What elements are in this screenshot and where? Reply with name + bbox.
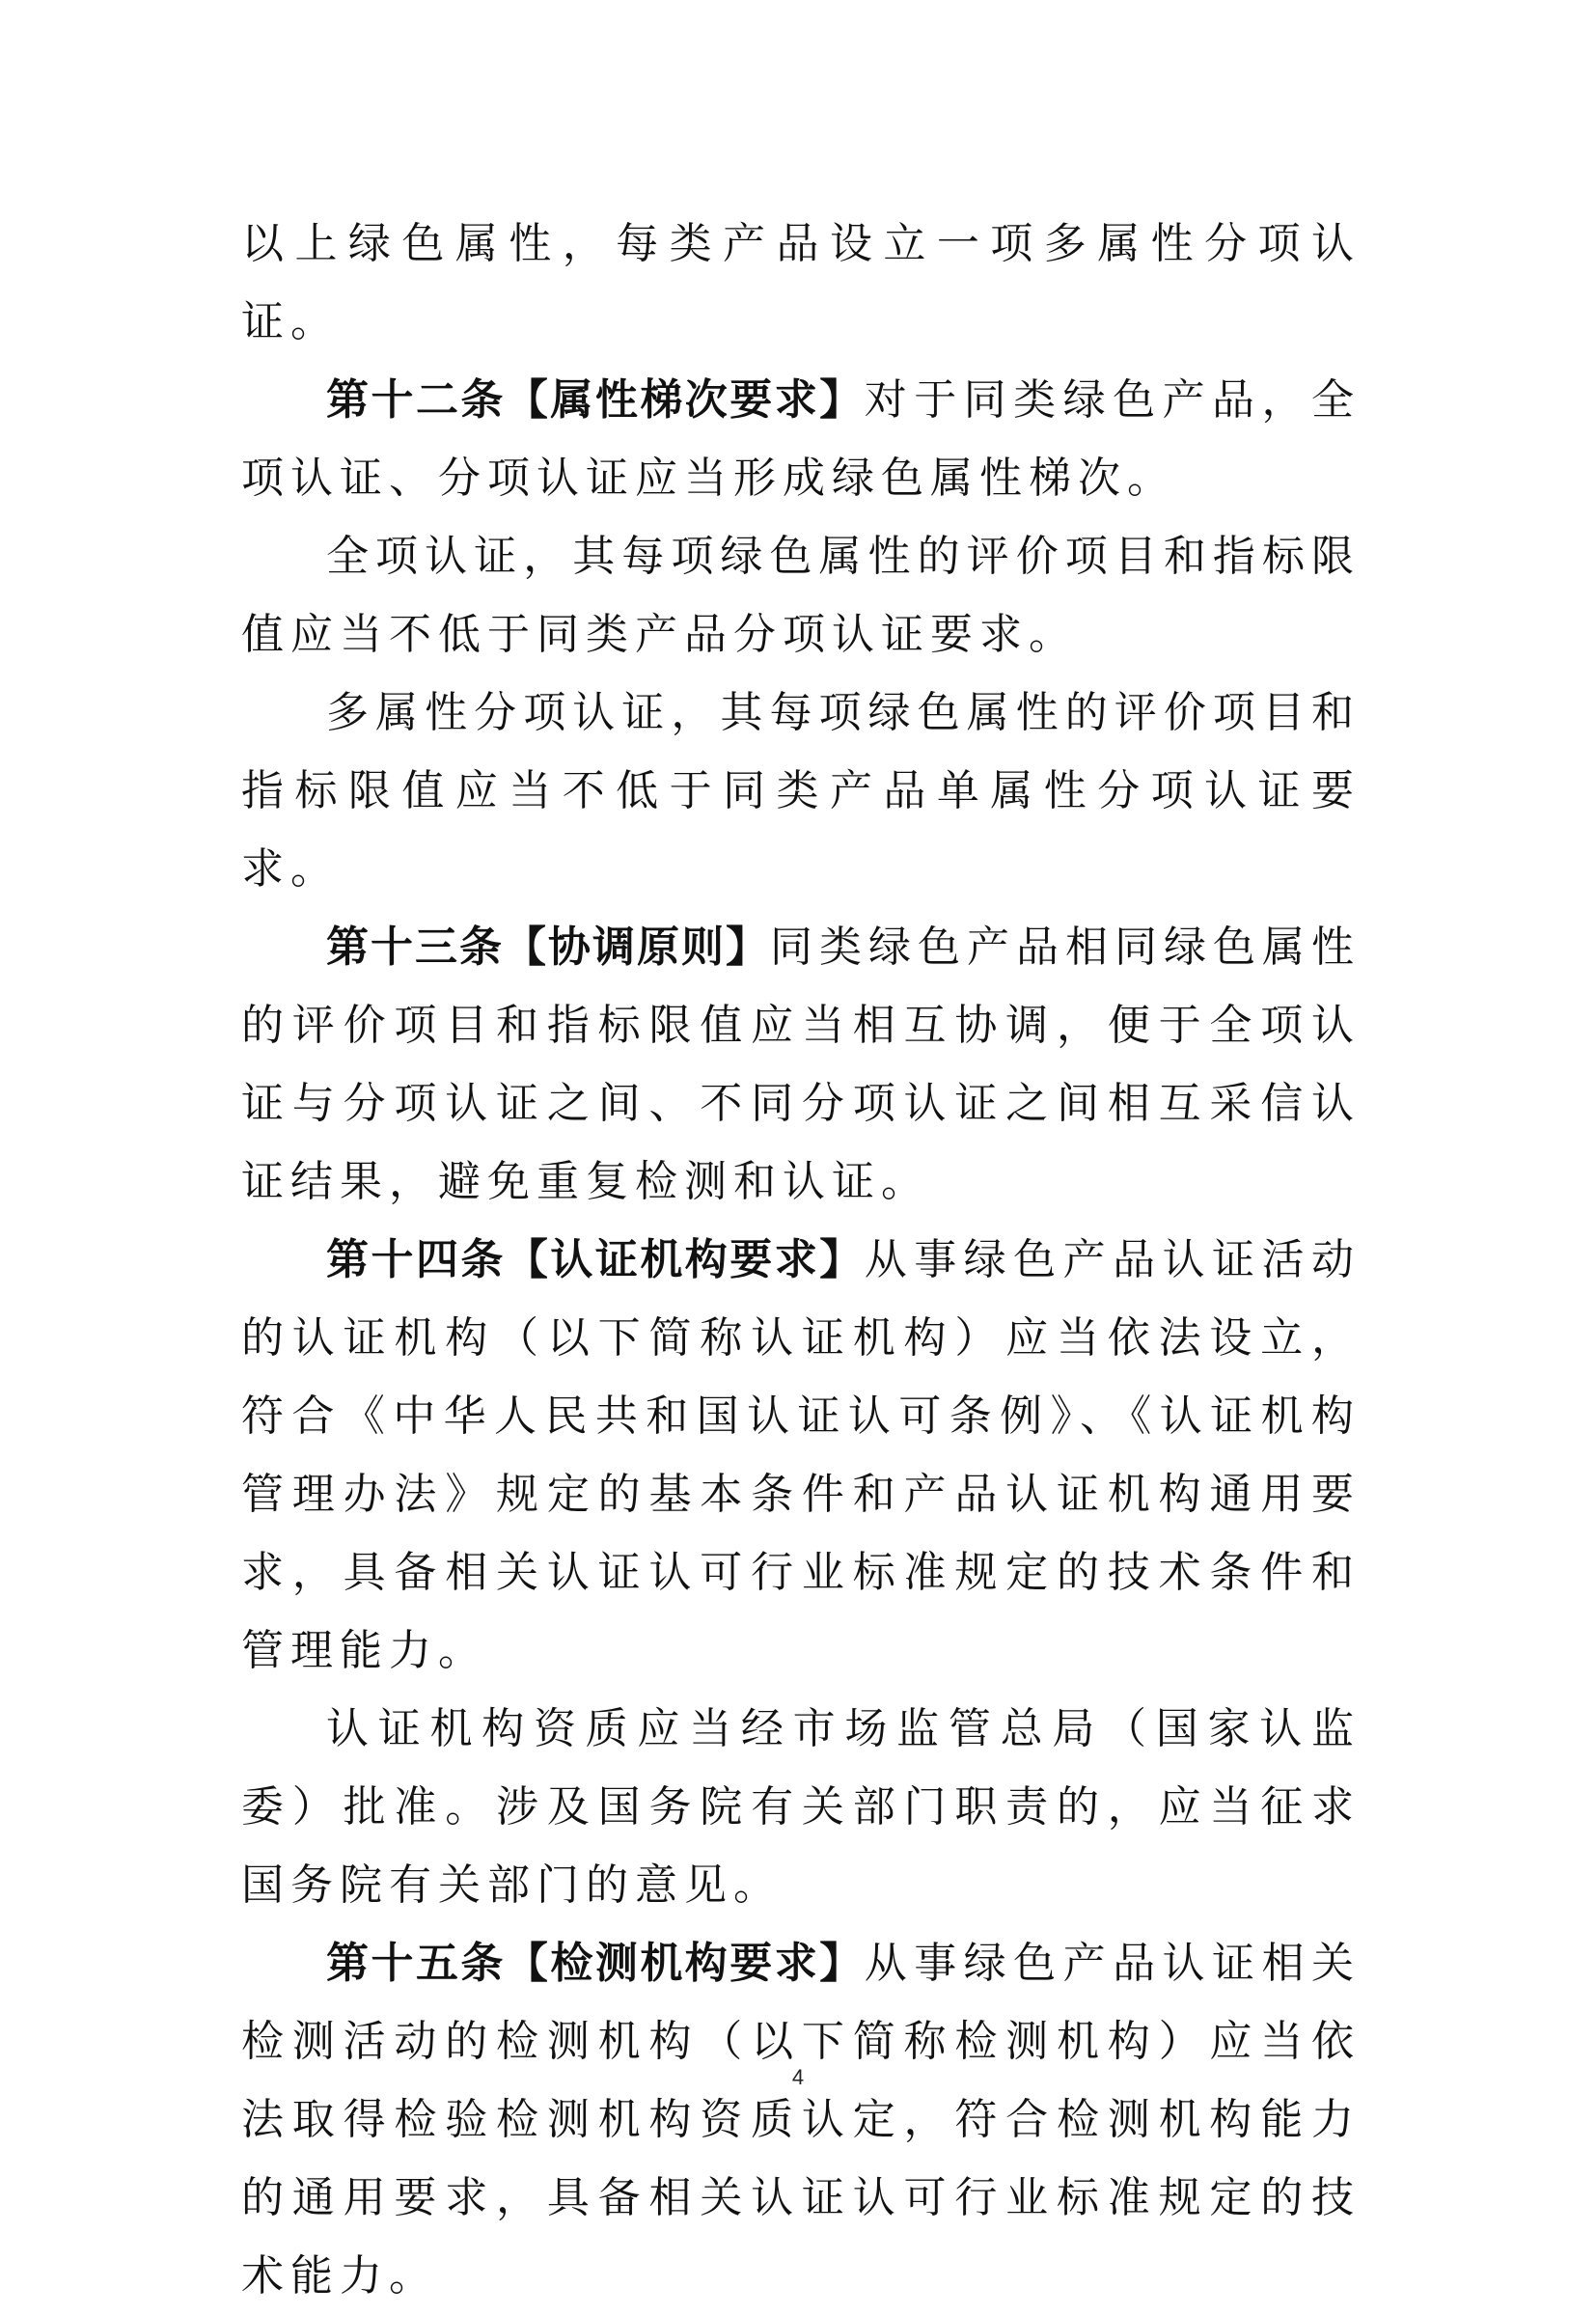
article-13 (241, 908, 1361, 1221)
paragraph-3: 全项认证，其每项绿色属性的评价项目和指标限值应当不低于同类产品分项认证要求。 (241, 532, 1361, 659)
paragraph-1: 以上绿色属性，每类产品设立一项多属性分项认证。 (241, 219, 1361, 346)
article-15 (241, 1924, 1361, 2315)
document-body (241, 205, 1361, 2315)
paragraph-7: 认证机构资质应当经市场监管总局（国家认监委）批准。涉及国务院有关部门职责的，应当征求国务院有关部门的意见。 (241, 1704, 1361, 1910)
article-14-heading: 第十四条【认证机构要求】 (326, 1235, 865, 1284)
article-12-text: 对于同类绿色产品，全项认证、分项认证应当形成绿色属性梯次。 (241, 375, 1362, 503)
article-15-heading: 第十五条【检测机构要求】 (326, 1939, 865, 1988)
article-12-heading: 第十二条【属性梯次要求】 (326, 375, 865, 425)
article-12 (241, 361, 1361, 517)
article-15-text: 从事绿色产品认证相关检测活动的检测机构（以下简称检测机构）应当依法取得检验检测机构资质认定，符合检测机构能力的通用要求，具备相关认证认可行业标准规定的技术能力。 (241, 1939, 1362, 2301)
article-13-heading: 第十三条【协调原则】 (326, 923, 770, 972)
article-13-text: 同类绿色产品相同绿色属性的评价项目和指标限值应当相互协调，便于全项认证与分项认证之间、不同分项认证之间相互采信认证结果，避免重复检测和认证。 (241, 923, 1361, 1206)
article-14 (241, 1221, 1361, 1690)
paragraph-4: 多属性分项认证，其每项绿色属性的评价项目和指标限值应当不低于同类产品单属性分项认证要求。 (241, 688, 1361, 894)
page-number: 4 (791, 2065, 805, 2089)
article-14-text: 从事绿色产品认证活动的认证机构（以下简称认证机构）应当依法设立，符合《中华人民共和国认证认可条例》、《认证机构管理办法》规定的基本条件和产品认证机构通用要求，具备相关认证认可行业标准规定的技术条件和管理能力。 (241, 1235, 1362, 1675)
